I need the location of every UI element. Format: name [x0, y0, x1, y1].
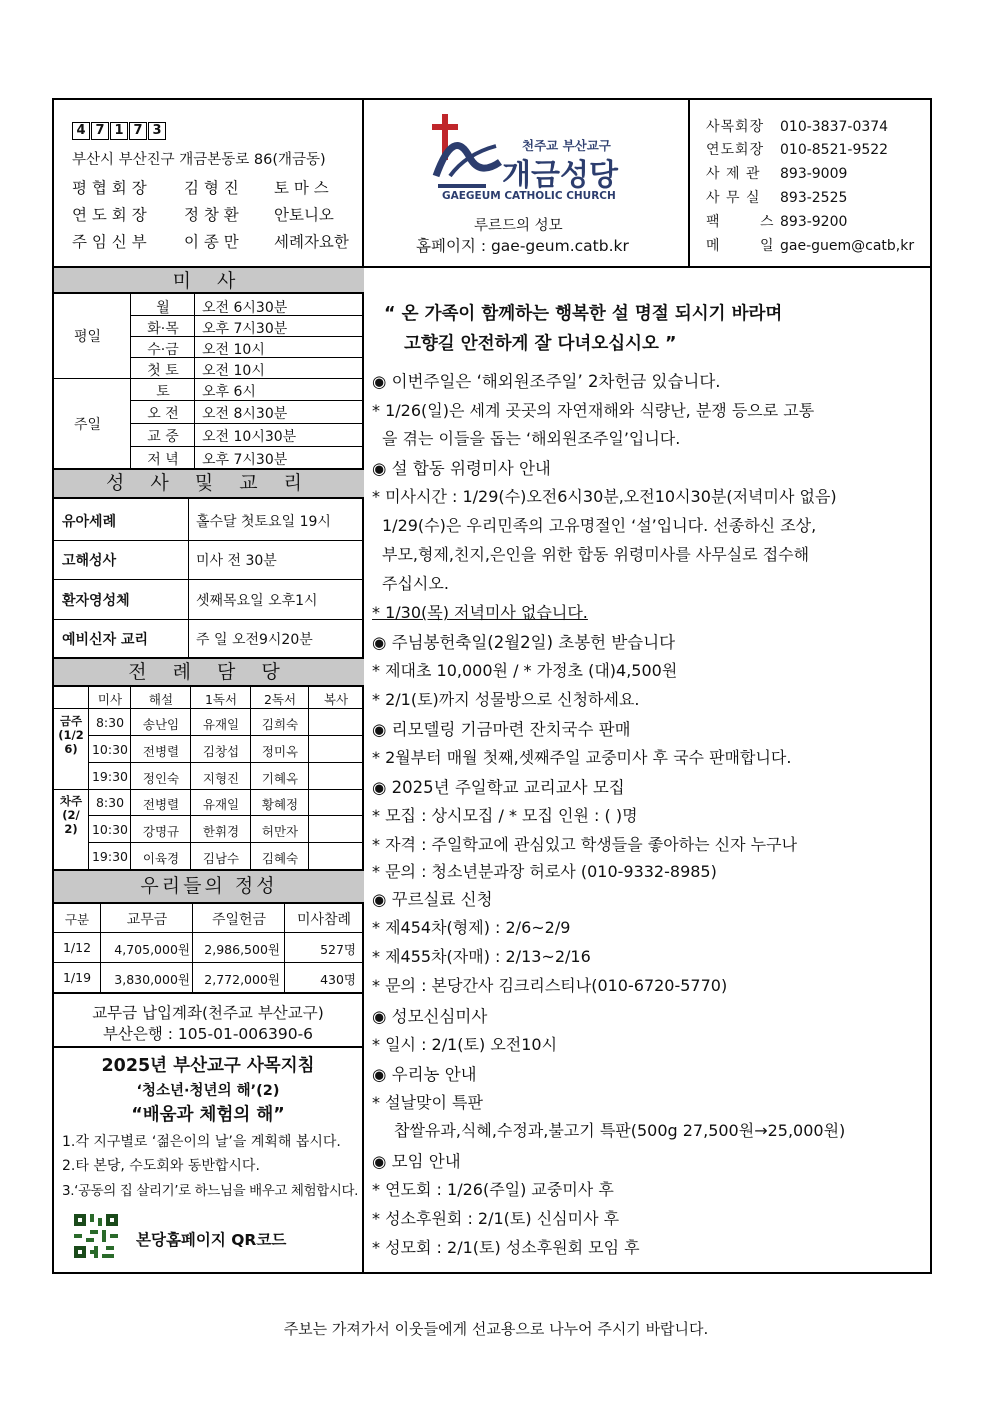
contact-row: 사목회장 010-3837-0374: [706, 119, 889, 135]
liturgy-cell: 전병렬: [142, 744, 180, 759]
sacrament-schedule: 홀수달 첫토요일 19시: [196, 514, 331, 530]
greeting-line: “ 온 가족이 함께하는 행복한 설 명절 되시기 바라며: [384, 304, 783, 324]
liturgy-cell: 10:30: [91, 742, 129, 757]
offering-header: 구분: [64, 912, 90, 927]
notice-line: 주십시오.: [382, 574, 449, 593]
weekday-label: 평일: [74, 329, 102, 345]
liturgy-header: 2독서: [263, 692, 297, 707]
notice-line: * 미사시간 : 1/29(수)오전6시30분,오전10시30분(저녁미사 없음): [372, 487, 837, 506]
notice-line: * 문의 : 청소년분과장 허로사 (010-9332-8985): [372, 862, 717, 881]
greeting-line: 고향길 안전하게 잘 다녀오십시오 ”: [404, 334, 677, 354]
notice-heading: ◉ 설 합동 위령미사 안내: [372, 459, 551, 478]
sacrament-name: 환자영성체: [62, 593, 130, 609]
liturgy-cell: 김창섭: [202, 744, 240, 759]
account-title: 교무금 납입계좌(천주교 부산교구): [92, 1004, 324, 1022]
notice-heading: ◉ 이번주일은 ‘해외원조주일’ 2차헌금 있습니다.: [372, 372, 721, 391]
notice-line: * 2/1(토)까지 성물방으로 신청하세요.: [372, 690, 640, 709]
offering-cell: 1/19: [62, 970, 92, 985]
notice-heading: ◉ 리모델링 기금마련 잔치국수 판매: [372, 720, 631, 739]
bulletin-frame: [52, 98, 932, 1274]
liturgy-cell: 김희숙: [261, 717, 299, 732]
offering-header: 교무금: [126, 912, 168, 928]
notice-line: 부모,형제,친지,은인을 위한 합동 위령미사를 사무실로 접수해: [382, 545, 810, 564]
contact-row: 사 무 실 893-2525: [706, 190, 848, 206]
liturgy-cell: 김남수: [202, 851, 240, 866]
liturgy-cell: 19:30: [91, 849, 129, 864]
pastoral-theme: “배움과 체험의 해”: [131, 1105, 285, 1125]
notice-line: * 문의 : 본당간사 김크리스티나(010-6720-5770): [372, 976, 728, 995]
postal-digit: 3: [148, 122, 166, 140]
liturgy-cell: 지형진: [202, 771, 240, 786]
week-label: 금주(1/26): [58, 714, 84, 756]
liturgy-cell: 김혜숙: [261, 851, 299, 866]
pastoral-subtitle: ‘청소년·청년의 해’(2): [136, 1083, 280, 1099]
notice-line: * 제454차(형제) : 2/6~2/9: [372, 918, 571, 937]
liturgy-cell: 기혜옥: [261, 771, 299, 786]
postal-digit: 7: [129, 122, 147, 140]
liturgy-cell: 유재일: [202, 797, 240, 812]
mass-day: 수·금: [147, 342, 179, 358]
offering-header: 미사참례: [296, 912, 352, 928]
week-label: 차주(2/2): [59, 794, 83, 836]
contact-row: 사 제 관 893-9009: [706, 166, 848, 182]
mass-time: 오후 6시: [202, 384, 256, 400]
liturgy-cell: 송난임: [142, 717, 180, 732]
liturgy-cell: 유재일: [202, 717, 240, 732]
notice-line: * 제455차(자매) : 2/13~2/16: [372, 947, 591, 966]
offering-cell: 4,705,000원: [114, 942, 190, 957]
offering-cell: 3,830,000원: [114, 972, 190, 987]
offering-cell: 527명: [320, 942, 356, 957]
church-english-name: GAEGEUM CATHOLIC CHURCH: [442, 190, 616, 202]
sacrament-schedule: 미사 전 30분: [196, 553, 277, 569]
offering-cell: 2,772,000원: [204, 972, 280, 987]
liturgy-header: 미사: [97, 692, 123, 707]
notice-line: * 2월부터 매월 첫째,셋째주일 교중미사 후 국수 판매합니다.: [372, 748, 792, 767]
contact-row: 메 일gae-guem@catb,kr: [706, 238, 915, 254]
liturgy-header: 복사: [323, 692, 349, 707]
church-name: 개금성당: [502, 158, 618, 193]
mass-day: 저 녁: [147, 452, 179, 468]
mass-time: 오후 7시30분: [202, 321, 288, 337]
mass-day: 교 중: [147, 429, 179, 445]
notice-line: * 연도회 : 1/26(주일) 교중미사 후: [372, 1180, 614, 1199]
mass-day: 화·목: [147, 321, 179, 337]
notice-line: 1/29(수)은 우리민족의 고유명절인 ‘설’입니다. 선종하신 조상,: [382, 516, 817, 535]
offering-cell: 2,986,500원: [204, 942, 280, 957]
homepage-link[interactable]: 홈페이지 : gae-geum.catb.kr: [416, 237, 629, 255]
liturgy-cell: 8:30: [95, 795, 125, 810]
officer-row: 연 도 회 장 정 창 환 안토니오: [72, 206, 334, 224]
mass-day: 오 전: [147, 406, 179, 422]
footer-note: 주보는 가져가서 이웃들에게 선교용으로 나누어 주시기 바랍니다.: [283, 1320, 709, 1338]
mass-day: 첫 토: [147, 363, 179, 379]
qr-code-icon[interactable]: [74, 1214, 118, 1258]
notice-heading: ◉ 성모신심미사: [372, 1007, 488, 1026]
liturgy-cell: 전병렬: [142, 797, 180, 812]
notice-line: * 모집 : 상시모집 / * 모집 인원 : ( )명: [372, 806, 638, 825]
sacraments-section-title: 성 사 및 교 리: [54, 468, 364, 499]
mass-day: 월: [156, 300, 170, 316]
offerings-section-title: 우리들의 정성: [54, 869, 364, 904]
notice-line: 을 겪는 이들을 돕는 ‘해외원조주일’입니다.: [382, 429, 681, 448]
offering-cell: 1/12: [62, 940, 92, 955]
liturgy-section-title: 전 례 담 당: [54, 657, 364, 687]
offering-cell: 430명: [320, 972, 356, 987]
pastoral-item: 1.각 지구별로 ‘젊은이의 날’을 계획해 봅시다.: [62, 1134, 341, 1150]
notice-line: * 제대초 10,000원 / * 가정초 (대)4,500원: [372, 661, 678, 680]
notice-heading: ◉ 모임 안내: [372, 1152, 461, 1171]
liturgy-cell: 8:30: [95, 715, 125, 730]
notice-line: * 일시 : 2/1(토) 오전10시: [372, 1035, 558, 1054]
liturgy-header: 해설: [148, 692, 174, 707]
officer-row: 주 임 신 부 이 종 만 세례자요한: [72, 233, 349, 251]
postal-digit: 1: [110, 122, 128, 140]
notice-line: * 1/30(목) 저녁미사 없습니다.: [372, 603, 588, 622]
sunday-label: 주일: [74, 417, 102, 433]
mass-time: 오전 10시: [202, 342, 265, 358]
pastoral-item: 2.타 본당, 수도회와 동반합시다.: [62, 1158, 260, 1174]
mass-time: 오전 6시30분: [202, 300, 288, 316]
sacrament-name: 고해성사: [62, 553, 117, 569]
contact-row: 팩 스893-9200: [706, 214, 848, 230]
diocese-name: 천주교 부산교구: [522, 138, 611, 153]
cross-logo-icon: [426, 106, 506, 198]
qr-code-label: 본당홈페이지 QR코드: [136, 1231, 287, 1249]
postal-digit: 4: [72, 122, 90, 140]
liturgy-cell: 한휘경: [202, 824, 240, 839]
contact-row: 연도회장 010-8521-9522: [706, 142, 889, 158]
sacrament-name: 예비신자 교리: [62, 632, 149, 648]
liturgy-cell: 강명규: [142, 824, 180, 839]
sacrament-schedule: 주 일 오전9시20분: [196, 632, 313, 648]
liturgy-cell: 19:30: [91, 769, 129, 784]
postal-code: [72, 120, 167, 140]
notice-line: * 자격 : 주일학교에 관심있고 학생들을 좋아하는 신자 누구나: [372, 835, 798, 854]
notice-line: * 성모회 : 2/1(토) 성소후원회 모임 후: [372, 1238, 640, 1257]
mass-section-title: 미 사: [54, 266, 364, 294]
liturgy-cell: 황혜정: [261, 797, 299, 812]
notice-line: * 설날맞이 특판: [372, 1093, 483, 1112]
account-number: 부산은행 : 105-01-006390-6: [102, 1025, 314, 1043]
notice-heading: ◉ 2025년 주일학교 교리교사 모집: [372, 778, 625, 797]
sacrament-schedule: 셋째목요일 오후1시: [196, 593, 318, 609]
pastoral-item: 3.‘공동의 집 살리기’로 하느님을 배우고 체험합시다.: [62, 1183, 359, 1199]
church-address: 부산시 부산진구 개금본동로 86(개금동): [72, 152, 326, 168]
mass-time: 오후 7시30분: [202, 452, 288, 468]
pastoral-title: 2025년 부산교구 사목지침: [101, 1056, 315, 1076]
notice-heading: ◉ 주님봉헌축일(2월2일) 초봉헌 받습니다: [372, 633, 676, 652]
liturgy-cell: 10:30: [91, 822, 129, 837]
officer-row: 평 협 회 장 김 형 진 토 마 스: [72, 179, 329, 197]
liturgy-cell: 정인숙: [142, 771, 180, 786]
liturgy-cell: 이육경: [142, 851, 180, 866]
postal-digit: 7: [91, 122, 109, 140]
sacrament-name: 유아세례: [62, 514, 117, 530]
liturgy-cell: 정미옥: [261, 744, 299, 759]
notice-line: * 성소후원회 : 2/1(토) 신심미사 후: [372, 1209, 620, 1228]
notice-line: 찹쌀유과,식혜,수정과,불고기 특판(500g 27,500원→25,000원): [394, 1121, 846, 1140]
notice-heading: ◉ 꾸르실료 신청: [372, 890, 493, 909]
liturgy-cell: 허만자: [261, 824, 299, 839]
mass-day: 토: [156, 384, 170, 400]
notice-heading: ◉ 우리농 안내: [372, 1065, 477, 1084]
patron-saint: 루르드의 성모: [474, 218, 563, 234]
notice-line: * 1/26(일)은 세계 곳곳의 자연재해와 식량난, 분쟁 등으로 고통: [372, 401, 815, 420]
offering-header: 주일헌금: [211, 912, 267, 928]
mass-time: 오전 8시30분: [202, 406, 288, 422]
liturgy-header: 1독서: [204, 692, 238, 707]
mass-time: 오전 10시: [202, 363, 265, 379]
mass-time: 오전 10시30분: [202, 429, 297, 445]
